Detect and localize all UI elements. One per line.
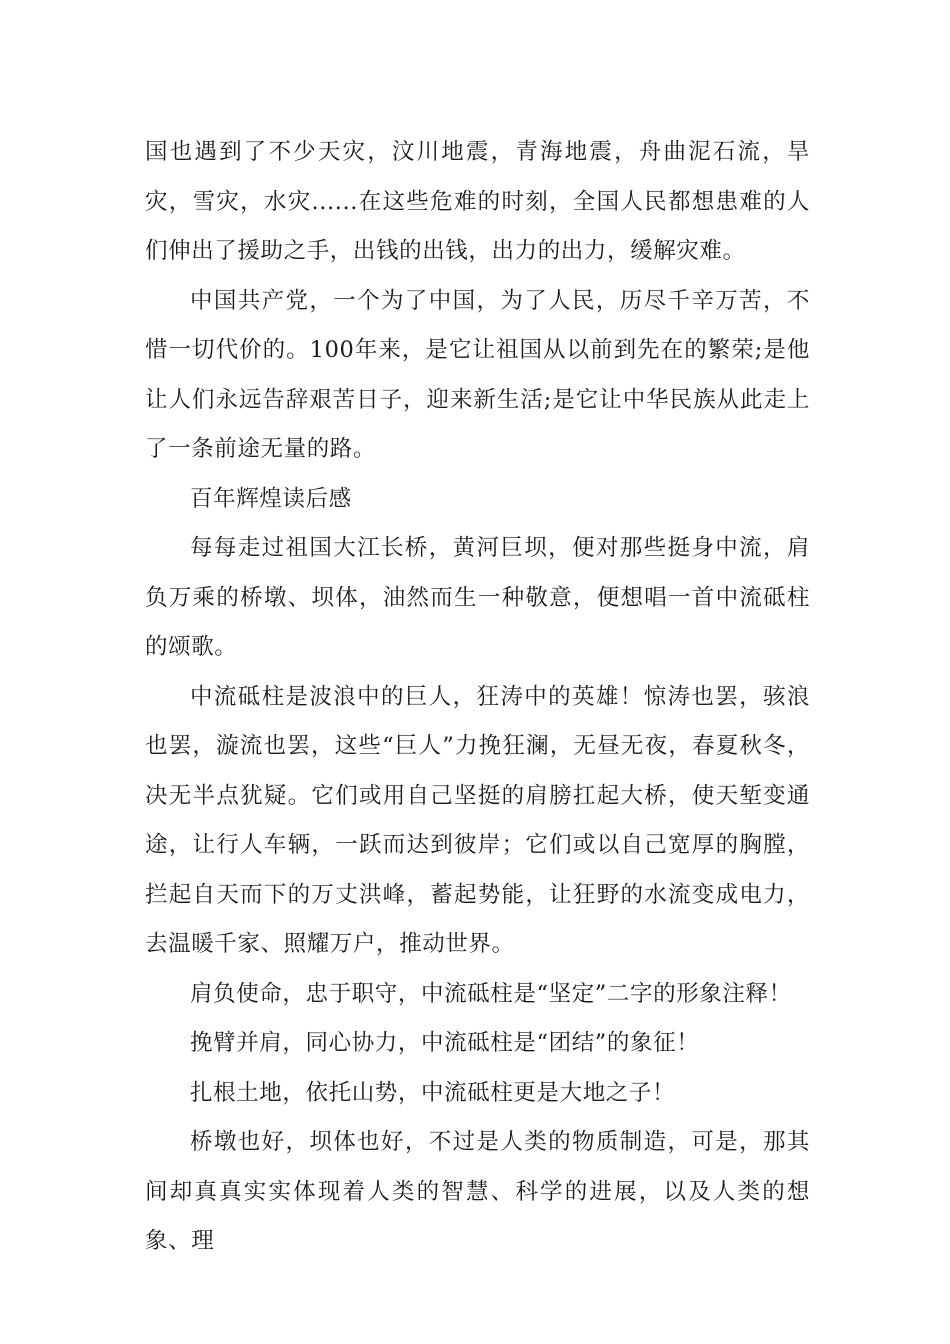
paragraph: 扎根土地，依托山势，中流砥柱更是大地之子！ xyxy=(190,1079,676,1106)
paragraph: 每每走过祖国大江长桥，黄河巨坝，便对那些挺身中流，肩负万乘的桥墩、坝体，油然而生一种敬意，便想唱一首中流砥柱的颂歌。 xyxy=(145,535,810,660)
paragraph: 中流砥柱是波浪中的巨人，狂涛中的英雄！惊涛也罢，骇浪也罢，漩流也罢，这些“巨人”力挽狂澜，无昼无夜，春夏秋冬，决无半点犹疑。它们或用自己坚挺的肩膀扛起大桥，使天堑变通途，让行人车辆，一跃而达到彼岸；它们或以自己宽厚的胸膛，拦起自天而下的万丈洪峰，蓄起势能，让狂野的水流变成电力，去温暖千家、照耀万户，推动世界。 xyxy=(145,683,810,957)
paragraph: 国也遇到了不少天灾，汶川地震，青海地震，舟曲泥石流，旱灾，雪灾，水灾......在这些危难的时刻，全国人民都想患难的人们伸出了援助之手，出钱的出钱，出力的出力，缓解灾难。 xyxy=(145,139,810,264)
paragraph: 挽臂并肩，同心协力，中流砥柱是“团结”的象征！ xyxy=(190,1030,700,1056)
section-heading: 百年辉煌读后感 xyxy=(190,485,352,512)
paragraph: 中国共产党，一个为了中国，为了人民，历尽千辛万苦，不惜一切代价的。100年来，是它让祖国从以前到先在的繁荣;是他让人们永远告辞艰苦日子，迎来新生活;是它让中华民族从此走上了一条前途无量的路。 xyxy=(145,287,810,462)
paragraph: 肩负使命，忠于职守，中流砥柱是“坚定”二字的形象注释！ xyxy=(190,980,792,1007)
paragraph: 桥墩也好，坝体也好，不过是人类的物质制造，可是，那其间却真真实实体现着人类的智慧、科学的进展，以及人类的想象、理 xyxy=(145,1129,810,1254)
document-body xyxy=(145,128,810,1267)
